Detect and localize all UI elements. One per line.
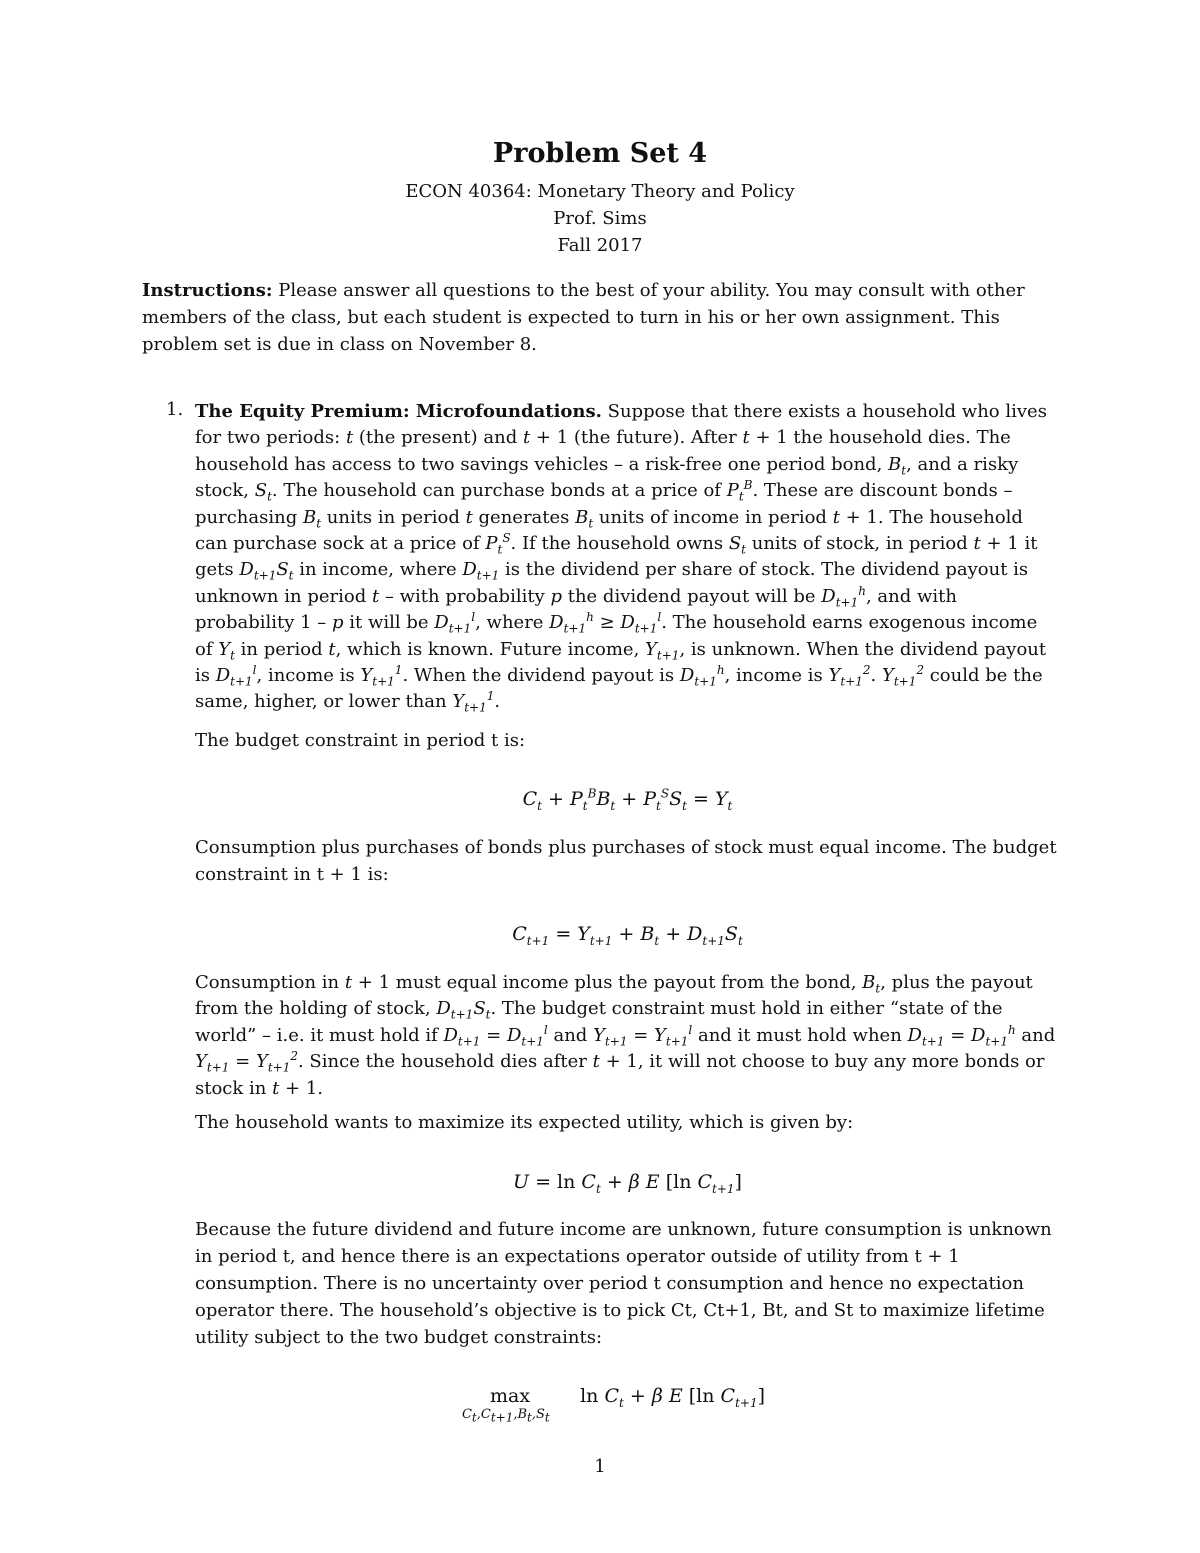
professor-name: Prof. Sims [553,208,647,229]
expectations-paragraph: Because the future dividend and future income are unknown, future consumption is unknown in period t, and hence there is an expectations operator outside of utility from t + 1 consumption. There is no uncertainty over period t consumption and hence no expectation operator there. The household’s objective is to pick Ct, Ct+1, Bt, and St to maximize lifetime utility subject to the two budget constraints: [195,1219,1052,1348]
instructions-label: Instructions: [142,280,273,301]
page-title: Problem Set 4 [492,138,708,169]
max-operator: max $C_t,C_{t+1},B_t,S_t$ [461,1385,550,1425]
maximization-problem: max $C_t,C_{t+1},B_t,S_t$ $\ln C_t + \beta$ E [ln $C_{t+1}$] [461,1385,766,1425]
expected-utility-intro: The household wants to maximize its expected utility, which is given by: [195,1112,854,1133]
page-number: 1 [594,1456,606,1477]
state-of-world-paragraph: Consumption in t + 1 must equal income plus the payout from the bond, $B_t$, plus the payout from the holding of stock, $D_{t+1}S_t$. The budget constraint must hold in either “state of the world” – i.e. it must hold if $D_{t+1} = D_{t+1}^l$ and $Y_{t+1} = Y_{t+1}^l$ and it must hold when $D_{t+1} = D_{t+1}^h$ and $Y_{t+1} = Y_{t+1}^2$. Since the household dies after t + 1, it will not choose to buy any more bonds or stock in t + 1. [195,972,1056,1099]
term: Fall 2017 [557,235,643,256]
budget-constraint-period-t1: $C_{t+1} = Y_{t+1} + B_t + D_{t+1}S_t$ [512,923,743,948]
problem-heading: The Equity Premium: Microfoundations. [195,401,602,422]
instructions-text: Please answer all questions to the best of your ability. You may consult with other members of the class, but each student is expected to turn in his or her own assignment. This problem set is due in class on November 8. [142,280,1025,355]
budget-constraint-period-t: $C_t + P_t^BB_t + P_t^SS_t = Y_t$ [522,786,733,813]
budget-constraint-explanation: Consumption plus purchases of bonds plus purchases of stock must equal income. The budget constraint in t + 1 is: [195,837,1057,885]
course-name: ECON 40364: Monetary Theory and Policy [405,181,795,202]
problem-number: 1. [166,399,184,420]
problem-intro-paragraph: The Equity Premium: Microfoundations. Suppose that there exists a household who lives for two periods: t (the present) and t + 1 (the future). After t + 1 the household dies. The household has access to two savings vehicles – a risk-free one period bond, $B_t$, and a risky stock, $S_t$. The household can purchase bonds at a price of $P_t^B$. These are discount bonds – purchasing $B_t$ units in period t generates $B_t$ units of income in period t + 1. The household can purchase sock at a price of $P_t^S$. If the household owns $S_t$ units of stock, in period t + 1 it gets $D_{t+1}S_t$ in income, where $D_{t+1}$ is the dividend per share of stock. The dividend payout is unknown in period t – with probability p the dividend payout will be $D_{t+1}^h$, and with probability 1 – p it will be $D_{t+1}^l$, where $D_{t+1}^h \ge D_{t+1}^l$. The household earns exogenous income of $Y_t$ in period t, which is known. Future income, $Y_{t+1}$, is unknown. When the dividend payout is $D_{t+1}^l$, income is $Y_{t+1}^1$. When the dividend payout is $D_{t+1}^h$, income is $Y_{t+1}^2$. $Y_{t+1}^2$ could be the same, higher, or lower than $Y_{t+1}^1$. [195,401,1047,716]
utility-equation: $U = \ln C_t + \beta$ E [ln $C_{t+1}$] [513,1171,742,1196]
budget-constraint-intro: The budget constraint in period t is: [195,730,526,751]
instructions-paragraph [142,277,1060,358]
